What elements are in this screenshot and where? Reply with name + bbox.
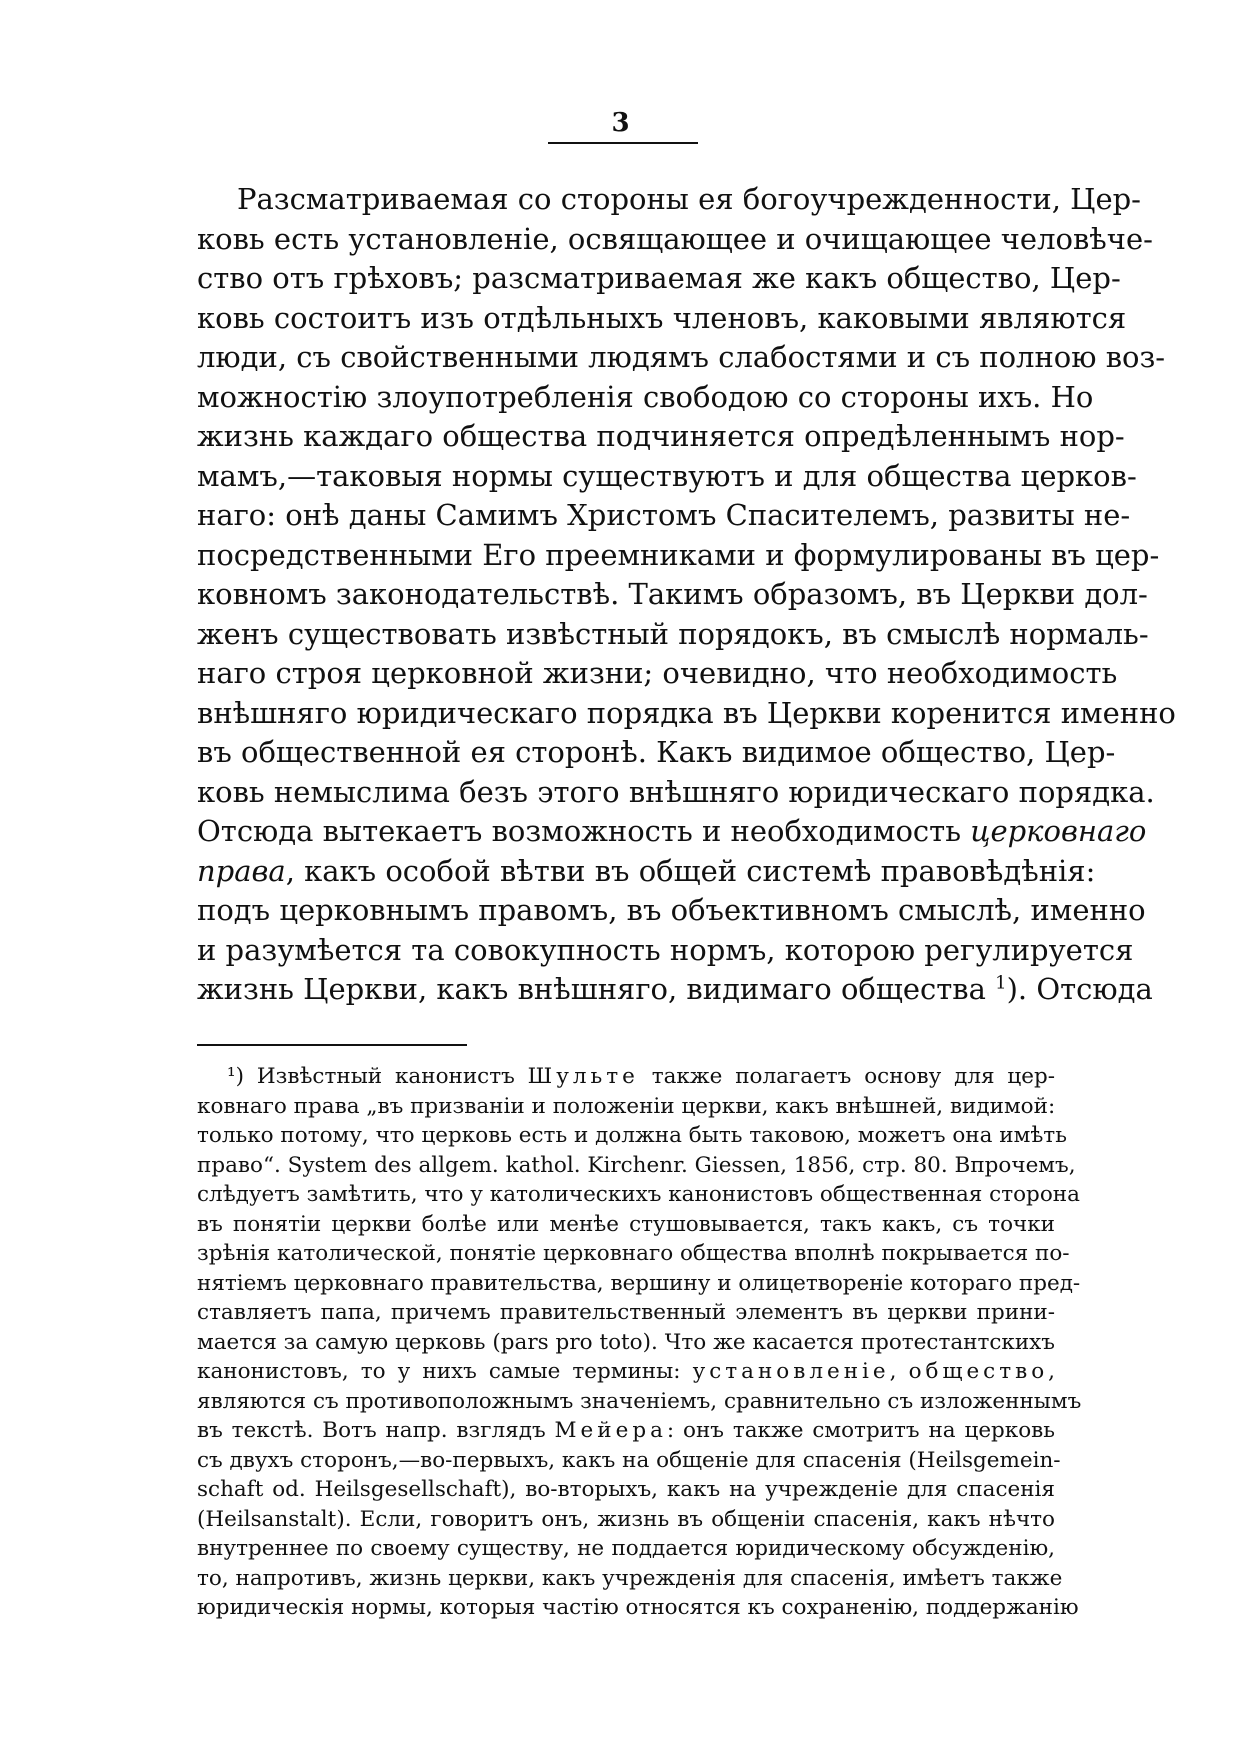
footnote-line [197,1062,1055,1092]
text-line: ковь немыслима безъ этого внѣшняго юридическаго порядка. [197,774,1155,809]
main-text [197,180,1176,1010]
footnote-line: ставляетъ папа, причемъ правительственный элементъ въ церкви прини- [197,1300,1055,1325]
text-line: посредственными Его преемниками и формулированы въ цер- [197,537,1160,572]
footnote-line: съ двухъ сторонъ,—во-первыхъ, какъ на общеніе для спасенія (Heilsgemein- [197,1447,1061,1473]
footnote-line: право“. System des allgem. kathol. Kirchenr. Giessen, 1856, стр. 80. Впрочемъ, [197,1152,1076,1178]
text-line: можностію злоупотребленія свободою со стороны ихъ. Но [197,379,1094,414]
spaced-name: Шульте [527,1064,639,1089]
text-line: люди, съ свойственными людямъ слабостями и съ полною воз- [197,340,1166,374]
text-line [197,812,1147,852]
text-segment: : онъ также смотритъ на церковь [666,1418,1055,1443]
footnote-line: слѣдуетъ замѣтить, что у католическихъ канонистовъ общественная сторона [197,1182,1080,1207]
text-line [197,970,1153,1010]
text-segment: также полагаетъ основу для цер- [638,1064,1055,1089]
text-segment: Отсюда вытекаетъ возможность и необходимость [197,814,971,848]
text-segment: , [889,1359,909,1384]
text-segment: , какъ особой вѣтви въ общей системѣ правовѣдѣнія: [285,853,1096,888]
text-line: ство отъ грѣховъ; разсматриваемая же какъ общество, Цер- [197,261,1121,295]
spaced-term: установленіе [692,1359,890,1384]
spaced-term: общество [908,1359,1049,1384]
text-line: внѣшняго юридическаго порядка въ Церкви коренится именно [197,695,1176,730]
italic-term: церковнаго [970,814,1147,848]
text-line: женъ существовать извѣстный порядокъ, въ смыслѣ нормаль- [197,616,1149,651]
footnote-reference: 1 [995,972,1007,994]
footnote-line: внутреннее по своему существу, не поддается юридическому обсужденію, [197,1536,1055,1561]
italic-term: права [197,853,286,888]
text-line: ковномъ законодательствѣ. Такимъ образомъ, въ Церкви дол- [197,577,1148,611]
text-line [197,852,1096,892]
text-segment: жизнь Церкви, какъ внѣшняго, видимаго общества [197,972,996,1006]
text-segment: ). Отсюда [1006,972,1153,1006]
text-line: жизнь каждаго общества подчиняется опредѣленнымъ нор- [197,419,1125,453]
text-line: ковь есть установленіе, освящающее и очищающее человѣче- [197,221,1153,256]
text-line: мамъ,—таковыя нормы существуютъ и для общества церков- [197,458,1137,493]
footnote-line: то, напротивъ, жизнь церкви, какъ учрежденія для спасенія, имѣетъ также [197,1565,1063,1591]
spaced-name: Мейера [554,1418,667,1443]
footnote-line [197,1416,1055,1446]
footnote-line: только потому, что церковь есть и должна быть таковою, можетъ она имѣть [197,1123,1067,1148]
text-line: ковь состоитъ изъ отдѣльныхъ членовъ, каковыми являются [197,300,1127,335]
page-number-rule [548,142,698,144]
footnote [197,1062,1082,1623]
footnote-rule [197,1044,467,1046]
text-line: наго строя церковной жизни; очевидно, что необходимость [197,656,1118,690]
footnote-line [197,1357,1055,1387]
text-line: Разсматриваемая со стороны ея богоучрежденности, Цер- [237,182,1141,216]
footnote-line: (Heilsanstalt). Если, говоритъ онъ, жизнь въ общеніи спасенія, какъ нѣчто [197,1506,1055,1532]
text-segment: Извѣстный канонистъ [244,1064,528,1089]
text-line: въ общественной ея сторонѣ. Какъ видимое общество, Цер- [197,735,1116,769]
footnote-line: schaft od. Heilsgesellschaft), во-вторыхъ, какъ на учрежденіе для спасенія [197,1477,1055,1502]
footnote-line: въ понятіи церкви болѣе или менѣе стушовывается, такъ какъ, съ точки [197,1211,1055,1237]
footnote-line: мается за самую церковь (pars pro toto). Что же касается протестантскихъ [197,1329,1055,1355]
footnote-marker: ¹) [227,1064,245,1089]
footnote-line: зрѣнія католической, понятіе церковнаго общества вполнѣ покрывается по- [197,1241,1070,1266]
footnote-line: являются съ противоположнымъ значеніемъ, сравнительно съ изложеннымъ [197,1388,1082,1414]
text-segment: , [1048,1359,1055,1384]
text-line: наго: онѣ даны Самимъ Христомъ Спасителемъ, развиты не- [197,498,1131,532]
text-line: и разумѣется та совокупность нормъ, которою регулируется [197,932,1134,967]
footnote-line: нятіемъ церковнаго правительства, вершину и олицетвореніе котораго пред- [197,1270,1081,1296]
page-number: 3 [611,108,630,138]
text-line: подъ церковнымъ правомъ, въ объективномъ смыслѣ, именно [197,893,1146,927]
text-segment: въ текстѣ. Вотъ напр. взглядъ [197,1418,555,1443]
footnote-line: ковнаго права „въ призваніи и положеніи церкви, какъ внѣшней, видимой: [197,1093,1056,1119]
footnote-line: юридическія нормы, которыя частію относятся къ сохраненію, поддержанію [197,1595,1079,1620]
text-segment: канонистовъ, то у нихъ самые термины: [197,1359,693,1384]
